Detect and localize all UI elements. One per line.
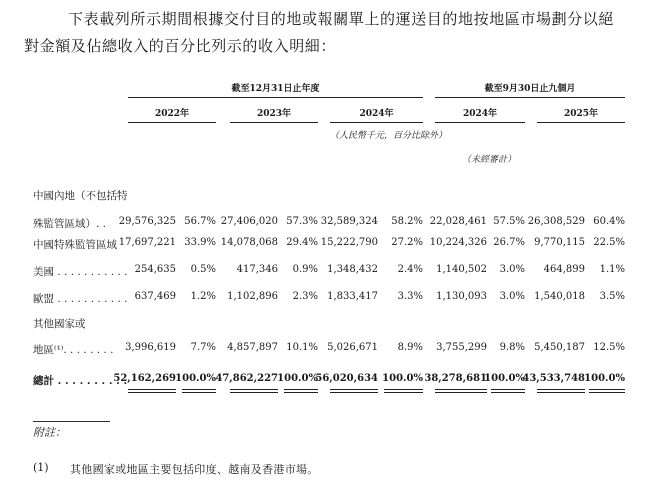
amount-cell: 26,308,529 bbox=[527, 216, 585, 227]
amount-cell: 1,833,417 bbox=[327, 291, 378, 302]
amount-cell: 27,406,020 bbox=[220, 216, 278, 227]
row-label-china-mainland-line1: 中國內地（不包括特 bbox=[33, 190, 128, 202]
year-rule bbox=[330, 122, 423, 123]
amount-cell: 10,224,326 bbox=[429, 237, 487, 248]
total-underline bbox=[182, 389, 216, 393]
amount-cell: 29,576,325 bbox=[118, 216, 176, 227]
percent-cell: 1.2% bbox=[190, 291, 216, 302]
total-underline bbox=[128, 389, 176, 393]
amount-cell: 17,697,221 bbox=[118, 237, 176, 248]
percent-cell: 8.9% bbox=[397, 342, 423, 353]
percent-cell: 2.3% bbox=[292, 291, 318, 302]
total-underline bbox=[384, 389, 423, 393]
unaudited-note: （未經審計） bbox=[462, 155, 517, 165]
percent-cell: 0.5% bbox=[190, 264, 216, 275]
amount-cell: 1,102,896 bbox=[227, 291, 278, 302]
footnote-marker: (1) bbox=[33, 461, 49, 474]
amount-cell: 43,533,748 bbox=[522, 373, 585, 384]
row-label-total: 總計 . . . . . . . . . . bbox=[33, 375, 128, 387]
year-rule bbox=[435, 122, 525, 123]
row-label-other-line1: 其他國家或 bbox=[33, 318, 86, 330]
percent-cell: 100.0% bbox=[175, 373, 216, 384]
footnote-rule bbox=[33, 421, 110, 422]
intro-line-1: 下表載列所示期間根據交付目的地或報關單上的運送目的地按地區市場劃分以絕 bbox=[68, 10, 615, 28]
percent-cell: 58.2% bbox=[391, 216, 423, 227]
percent-cell: 100.0% bbox=[382, 373, 423, 384]
amount-cell: 1,140,502 bbox=[436, 264, 487, 275]
amount-cell: 52,162,269 bbox=[113, 373, 176, 384]
year-header: 2023年 bbox=[256, 109, 292, 119]
percent-cell: 27.2% bbox=[391, 237, 423, 248]
amount-cell: 254,635 bbox=[134, 264, 176, 275]
intro-line-2: 對金額及佔總收入的百分比列示的收入明細： bbox=[24, 37, 337, 55]
period-rule-nine-months bbox=[435, 97, 625, 98]
percent-cell: 0.9% bbox=[292, 264, 318, 275]
total-underline bbox=[589, 389, 625, 393]
period-header-annual: 截至12月31日止年度 bbox=[231, 84, 320, 94]
year-header: 2024年 bbox=[359, 109, 394, 119]
percent-cell: 2.4% bbox=[397, 264, 423, 275]
amount-cell: 15,222,790 bbox=[320, 237, 378, 248]
percent-cell: 56.7% bbox=[184, 216, 216, 227]
amount-cell: 5,450,187 bbox=[534, 342, 585, 353]
amount-cell: 3,755,299 bbox=[436, 342, 487, 353]
percent-cell: 3.0% bbox=[499, 291, 525, 302]
amount-cell: 464,899 bbox=[543, 264, 585, 275]
percent-cell: 26.7% bbox=[493, 237, 525, 248]
percent-cell: 12.5% bbox=[593, 342, 625, 353]
period-rule-annual bbox=[128, 97, 423, 98]
year-rule bbox=[537, 122, 625, 123]
percent-cell: 100.0% bbox=[484, 373, 525, 384]
percent-cell: 100.0% bbox=[584, 373, 625, 384]
percent-cell: 60.4% bbox=[593, 216, 625, 227]
amount-cell: 32,589,324 bbox=[320, 216, 378, 227]
amount-cell: 9,770,115 bbox=[534, 237, 585, 248]
percent-cell: 9.8% bbox=[499, 342, 525, 353]
percent-cell: 100.0% bbox=[277, 373, 318, 384]
year-header: 2025年 bbox=[563, 109, 599, 119]
intro-paragraph bbox=[24, 6, 640, 60]
amount-cell: 4,857,897 bbox=[227, 342, 278, 353]
amount-cell: 14,078,068 bbox=[220, 237, 278, 248]
amount-cell: 38,278,681 bbox=[424, 373, 487, 384]
unit-note: （人民幣千元，百分比除外） bbox=[330, 131, 448, 141]
percent-cell: 10.1% bbox=[286, 342, 318, 353]
year-header: 2022年 bbox=[154, 109, 190, 119]
row-label-china-mainland: 殊監管區域）. . bbox=[33, 218, 107, 230]
total-underline bbox=[330, 389, 378, 393]
percent-cell: 33.9% bbox=[184, 237, 216, 248]
footnote-text: 其他國家或地區主要包括印度、越南及香港市場。 bbox=[70, 463, 319, 476]
footnote-heading: 附註： bbox=[33, 426, 66, 439]
amount-cell: 1,348,432 bbox=[327, 264, 378, 275]
amount-cell: 22,028,461 bbox=[429, 216, 487, 227]
percent-cell: 57.3% bbox=[286, 216, 318, 227]
total-underline bbox=[435, 389, 487, 393]
total-underline bbox=[230, 389, 278, 393]
amount-cell: 637,469 bbox=[134, 291, 176, 302]
percent-cell: 7.7% bbox=[190, 342, 216, 353]
percent-cell: 3.5% bbox=[599, 291, 625, 302]
percent-cell: 22.5% bbox=[593, 237, 625, 248]
amount-cell: 417,346 bbox=[236, 264, 278, 275]
row-label-other: 地區⁽¹⁾. . . . . . . . bbox=[33, 344, 114, 356]
total-underline bbox=[284, 389, 318, 393]
year-rule bbox=[128, 122, 216, 123]
year-rule bbox=[230, 122, 318, 123]
amount-cell: 3,996,619 bbox=[125, 342, 176, 353]
total-underline bbox=[537, 389, 585, 393]
year-header: 2024年 bbox=[462, 109, 498, 119]
amount-cell: 5,026,671 bbox=[327, 342, 378, 353]
percent-cell: 3.3% bbox=[397, 291, 423, 302]
percent-cell: 1.1% bbox=[599, 264, 625, 275]
percent-cell: 57.5% bbox=[493, 216, 525, 227]
percent-cell: 3.0% bbox=[499, 264, 525, 275]
percent-cell: 29.4% bbox=[286, 237, 318, 248]
amount-cell: 1,540,018 bbox=[534, 291, 585, 302]
period-header-nine-months: 截至9月30日止九個月 bbox=[484, 84, 576, 94]
amount-cell: 56,020,634 bbox=[315, 373, 378, 384]
amount-cell: 47,862,227 bbox=[215, 373, 278, 384]
row-label-special-zones: 中國特殊監管區域 bbox=[33, 239, 117, 251]
row-label-usa: 美國 . . . . . . . . . . . bbox=[33, 266, 128, 278]
total-underline bbox=[491, 389, 525, 393]
row-label-eu: 歐盟 . . . . . . . . . . . bbox=[33, 293, 128, 305]
amount-cell: 1,130,093 bbox=[436, 291, 487, 302]
